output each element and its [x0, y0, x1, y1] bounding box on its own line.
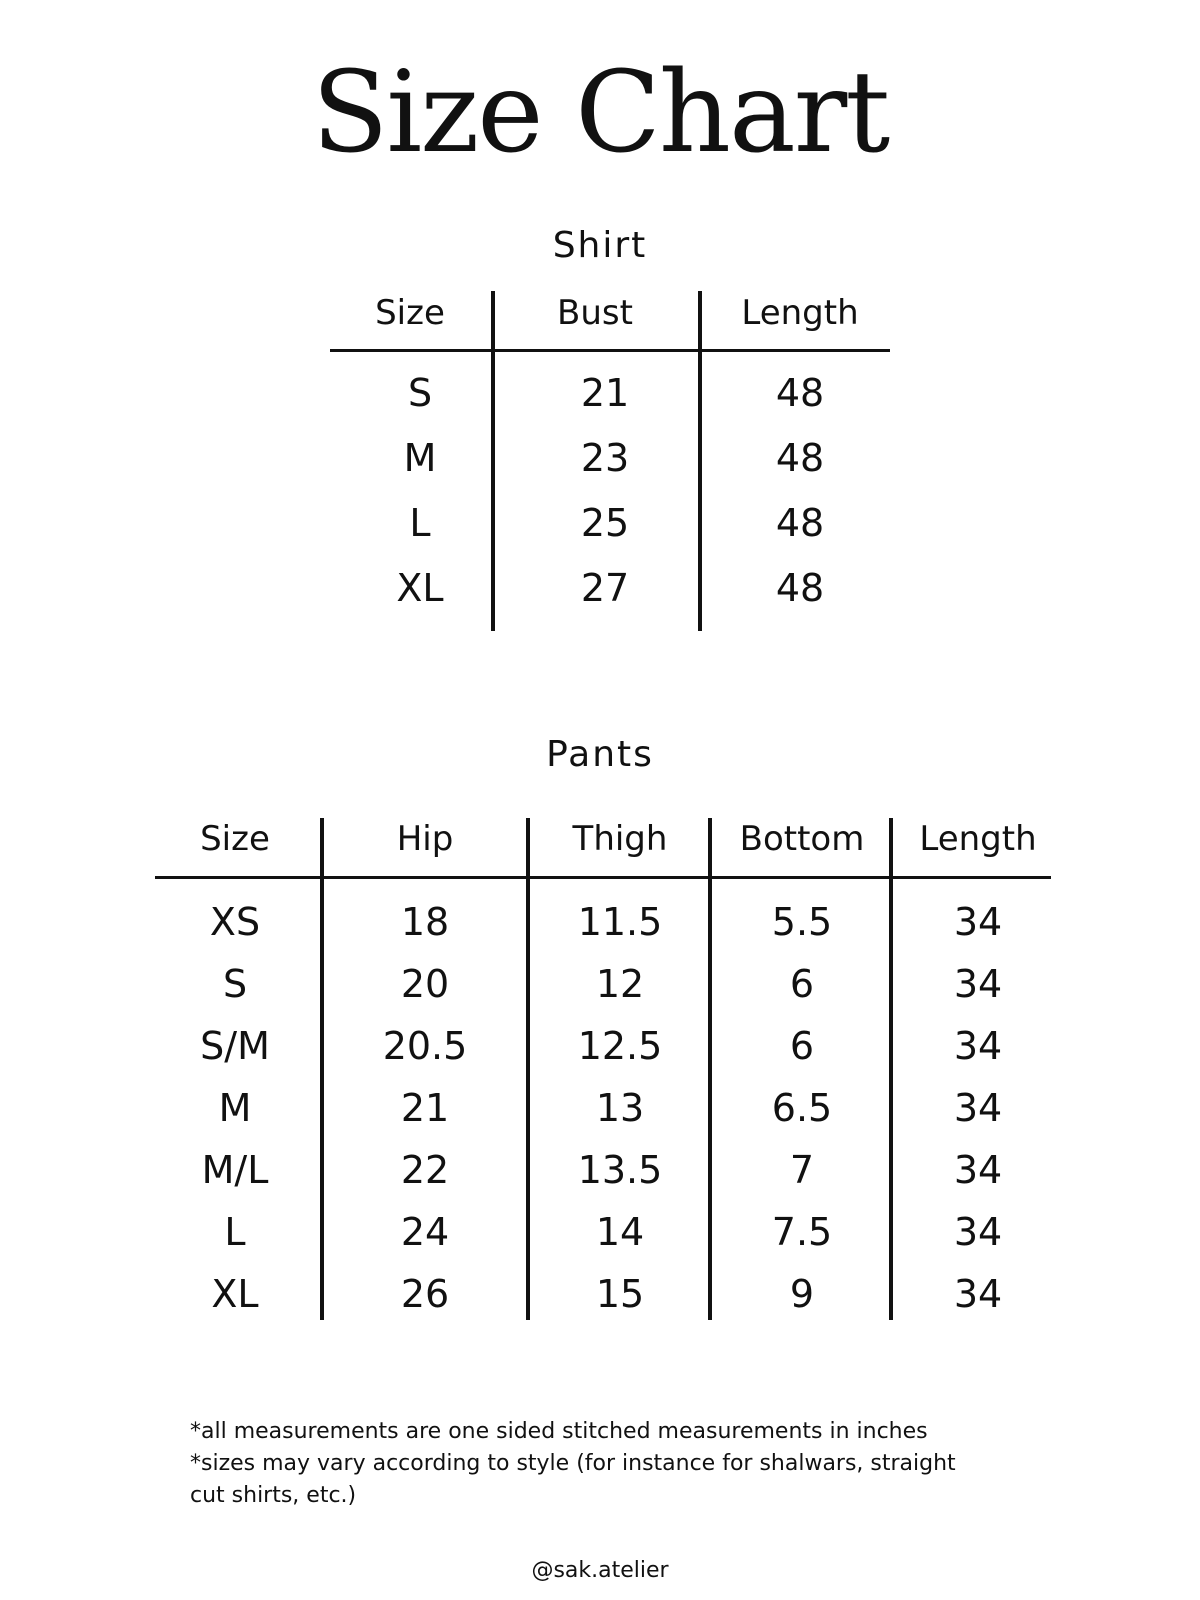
shirt-cell: 25 — [580, 501, 630, 545]
pants-cell: 6 — [789, 1024, 815, 1068]
pants-cell: 34 — [953, 1148, 1003, 1192]
pants-cell: 18 — [400, 900, 450, 944]
pants-cell: M/L — [201, 1148, 269, 1192]
shirt-cell: S — [407, 371, 433, 415]
note-line: *sizes may vary according to style (for instance for shalwars, straight — [190, 1451, 956, 1476]
shirt-header-size: Size — [375, 293, 445, 333]
pants-cell: XL — [211, 1272, 259, 1316]
pants-header-thigh: Thigh — [572, 819, 668, 859]
shirt-cell: 48 — [775, 371, 825, 415]
pants-cell: 7 — [789, 1148, 815, 1192]
shirt-cell: XL — [396, 566, 444, 610]
pants-cell: 20 — [400, 962, 450, 1006]
pants-cell: 22 — [400, 1148, 450, 1192]
shirt-cell: M — [403, 436, 437, 480]
shirt-cell: L — [409, 501, 431, 545]
pants-cell: 5.5 — [771, 900, 833, 944]
shirt-header-divider — [330, 349, 890, 352]
shirt-cell: 27 — [580, 566, 630, 610]
pants-column-divider-2 — [526, 818, 530, 1320]
measurement-notes — [190, 1416, 1050, 1512]
pants-cell: 6.5 — [771, 1086, 833, 1130]
pants-cell: 34 — [953, 1024, 1003, 1068]
pants-cell: 34 — [953, 1210, 1003, 1254]
pants-cell: S/M — [200, 1024, 270, 1068]
shirt-column-divider-1 — [491, 291, 495, 631]
pants-header-size: Size — [200, 819, 270, 859]
pants-cell: 13.5 — [577, 1148, 663, 1192]
pants-cell: 6 — [789, 962, 815, 1006]
pants-heading: Pants — [546, 734, 654, 775]
note-line: *all measurements are one sided stitched measurements in inches — [190, 1419, 928, 1444]
pants-cell: 14 — [595, 1210, 645, 1254]
pants-cell: 34 — [953, 962, 1003, 1006]
pants-header-divider — [155, 876, 1051, 879]
pants-cell: 12 — [595, 962, 645, 1006]
pants-cell: 13 — [595, 1086, 645, 1130]
pants-cell: 7.5 — [771, 1210, 833, 1254]
pants-column-divider-4 — [889, 818, 893, 1320]
pants-cell: 26 — [400, 1272, 450, 1316]
pants-cell: 24 — [400, 1210, 450, 1254]
pants-column-divider-1 — [320, 818, 324, 1320]
shirt-cell: 21 — [580, 371, 630, 415]
shirt-header-length: Length — [741, 293, 859, 333]
pants-header-bottom: Bottom — [739, 819, 865, 859]
shirt-heading: Shirt — [552, 225, 648, 266]
pants-cell: 21 — [400, 1086, 450, 1130]
pants-cell: 15 — [595, 1272, 645, 1316]
pants-header-length: Length — [919, 819, 1037, 859]
shirt-cell: 23 — [580, 436, 630, 480]
page-title: Size Chart — [311, 48, 889, 178]
pants-cell: S — [222, 962, 248, 1006]
pants-column-divider-3 — [708, 818, 712, 1320]
pants-cell: L — [224, 1210, 246, 1254]
shirt-column-divider-2 — [698, 291, 702, 631]
shirt-cell: 48 — [775, 436, 825, 480]
pants-cell: 34 — [953, 900, 1003, 944]
shirt-cell: 48 — [775, 501, 825, 545]
pants-cell: XS — [209, 900, 261, 944]
shirt-cell: 48 — [775, 566, 825, 610]
pants-cell: 9 — [789, 1272, 815, 1316]
pants-cell: 11.5 — [577, 900, 663, 944]
pants-cell: 20.5 — [382, 1024, 468, 1068]
social-handle: @sak.atelier — [531, 1558, 669, 1583]
pants-cell: 34 — [953, 1272, 1003, 1316]
pants-cell: 12.5 — [577, 1024, 663, 1068]
shirt-header-bust: Bust — [557, 293, 633, 333]
note-line: cut shirts, etc.) — [190, 1483, 357, 1508]
pants-header-hip: Hip — [396, 819, 454, 859]
pants-cell: M — [218, 1086, 252, 1130]
pants-cell: 34 — [953, 1086, 1003, 1130]
